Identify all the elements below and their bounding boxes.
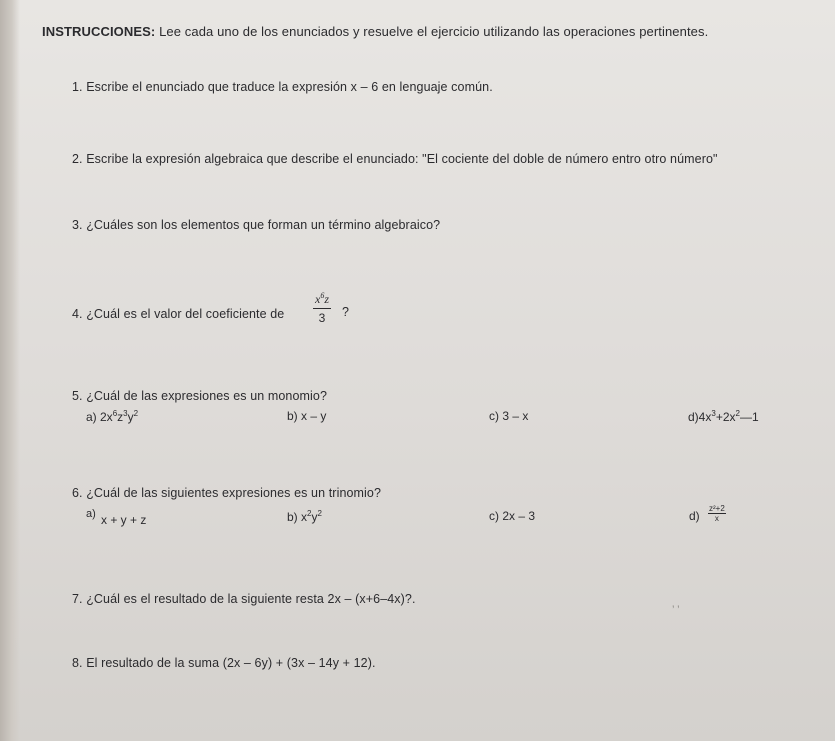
question-4-mark: ? bbox=[342, 305, 349, 319]
option-exponent: 3 bbox=[123, 409, 128, 418]
q6-option-c: c) 2x – 3 bbox=[489, 509, 536, 523]
q6-option-d-fraction bbox=[708, 504, 726, 523]
question-3: 3. ¿Cuáles son los elementos que forman un término algebraico? bbox=[72, 218, 441, 232]
question-5: 5. ¿Cuál de las expresiones es un monomio? bbox=[72, 389, 328, 403]
numerator-exponent: 6 bbox=[320, 291, 325, 300]
question-4-fraction bbox=[313, 291, 331, 325]
q5-option-c: c) 3 – x bbox=[489, 409, 529, 423]
q5-option-d: $d)4x^3+2x^2—1$ bbox=[688, 409, 759, 424]
fraction-denominator: 3 bbox=[318, 311, 326, 325]
d-numerator: z²+2 bbox=[709, 504, 725, 513]
q6-option-a: x + y + z bbox=[101, 513, 147, 527]
question-7: 7. ¿Cuál es el resultado de la siguiente resta 2x – (x+6–4x)?. bbox=[72, 592, 416, 606]
numerator-var: z bbox=[324, 292, 329, 306]
instructions bbox=[42, 24, 708, 39]
question-6: 6. ¿Cuál de las siguientes expresiones es un trinomio? bbox=[72, 486, 382, 500]
option-exponent: 6 bbox=[112, 409, 118, 418]
d-denominator: x bbox=[714, 514, 719, 523]
option-exponent: 3 bbox=[711, 409, 716, 418]
option-exponent: 2 bbox=[735, 409, 740, 418]
paper-edge-shadow bbox=[0, 0, 20, 741]
option-exponent: 2 bbox=[307, 509, 312, 518]
option-label: a) bbox=[86, 410, 97, 424]
option-tail: —1 bbox=[739, 410, 759, 424]
question-1: 1. Escribe el enunciado que traduce la expresión x – 6 en lenguaje común. bbox=[72, 80, 493, 94]
q5-option-b: b) x – y bbox=[287, 409, 327, 423]
option-exponent: 2 bbox=[133, 409, 139, 418]
q6-option-d-label: d) bbox=[689, 509, 700, 523]
q5-option-a: a) $2x^6z^3y^2$ bbox=[86, 409, 139, 424]
question-8: 8. El resultado de la suma (2x – 6y) + (3x – 14y + 12). bbox=[72, 656, 376, 670]
q6-option-b: b) $x^2y^2$ bbox=[287, 509, 322, 524]
question-2: 2. Escribe la expresión algebraica que describe el enunciado: "El cociente del doble de número entro otro número" bbox=[72, 152, 718, 166]
option-label: b) bbox=[287, 510, 298, 524]
q6-option-a-label: a) bbox=[86, 508, 96, 520]
instructions-text: Lee cada uno de los enunciados y resuelve el ejercicio utilizando las operaciones pertinentes. bbox=[159, 24, 709, 39]
option-exponent: 2 bbox=[317, 509, 322, 518]
fraction-numerator: $x^6z$ bbox=[313, 291, 331, 309]
pencil-mark: ’ ’ bbox=[672, 604, 680, 616]
option-label: d) bbox=[688, 410, 699, 424]
instructions-label: INSTRUCCIONES: bbox=[42, 24, 156, 39]
question-4: 4. ¿Cuál es el valor del coeficiente de bbox=[72, 307, 285, 321]
